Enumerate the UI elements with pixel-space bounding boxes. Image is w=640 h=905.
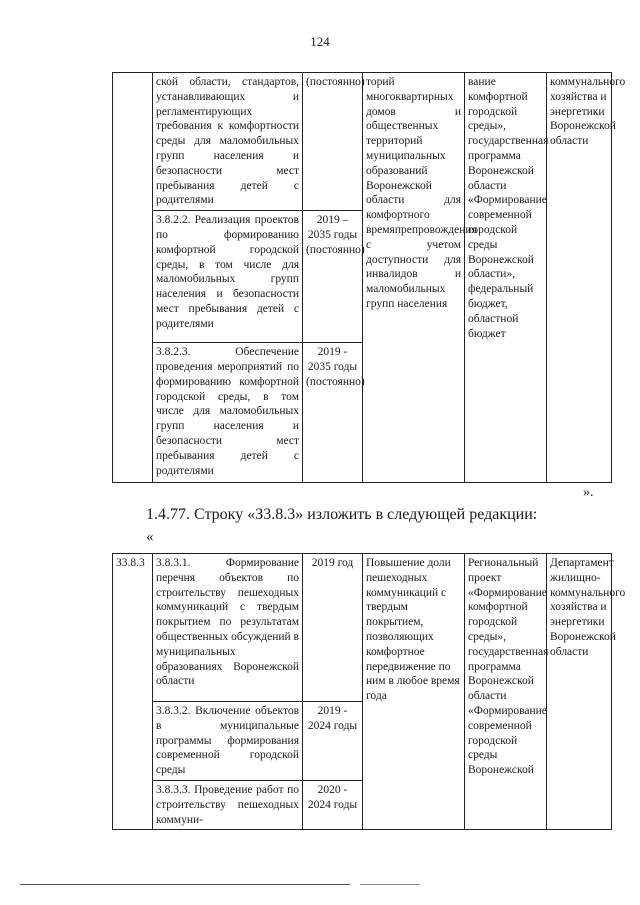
period-cell: 2019 - 2035 годы (постоянно) — [303, 343, 363, 483]
table-row — [113, 73, 612, 211]
closing-quote: ». — [583, 485, 594, 500]
programs-cell: вание комфортной городской среды», государственная программа Воронежской области «Формирование современной городской среды Воронежской области», федеральный бюджет, областной бюджет — [465, 73, 547, 483]
task-cell: 3.8.3.3. Проведение работ по строительству пешеходных коммуни- — [153, 780, 303, 829]
continued-table — [112, 72, 626, 483]
code-cell — [113, 73, 153, 483]
footer-divider-short — [360, 884, 420, 885]
page-number: 124 — [310, 34, 330, 49]
period-cell: 2019 год — [303, 554, 363, 702]
result-cell: торий многоквартирных домов и общественных территорий муниципальных образований Воронежской области для комфортного времяпрепровождения с учетом доступности для инвалидов и маломобильных групп населения — [363, 73, 465, 483]
executor-cell: Департамент жилищно-коммунального хозяйства и энергетики Воронежской области — [547, 554, 612, 830]
task-cell: 3.8.2.3. Обеспечение проведения мероприятий по формированию комфортной городской среды, в том числе для маломобильных групп населения и безопасности мест пребывания детей с родителями — [153, 343, 303, 483]
executor-cell: коммунального хозяйства и энергетики Воронежской области — [547, 73, 612, 483]
period-cell: 2019 – 2035 годы (постоянно) — [303, 211, 363, 343]
period-cell: 2019 - 2024 годы — [303, 702, 363, 781]
period-cell: 2020 - 2024 годы — [303, 780, 363, 829]
task-cell: ской области, стандартов, устанавливающих и регламентирующих требования к комфортности среды для маломобильных групп населения и безопасности мест пребывания детей с родителями — [153, 73, 303, 211]
task-cell: 3.8.3.1. Формирование перечня объектов по строительству пешеходных коммуникаций с твердым покрытием по результатам общественных обсуждений в муниципальных образованиях Воронежской области — [153, 554, 303, 702]
task-cell: 3.8.3.2. Включение объектов в муниципальные программы формирования современной городской среды — [153, 702, 303, 781]
amendment-instruction: 1.4.77. Строку «З3.8.3» изложить в следующей редакции: — [146, 506, 538, 523]
code-cell: З3.8.3 — [113, 554, 153, 830]
result-cell: Повышение доли пешеходных коммуникаций с твердым покрытием, позволяющих комфортное передвижение по ним в любое время года — [363, 554, 465, 830]
task-cell: 3.8.2.2. Реализация проектов по формированию комфортной городской среды, в том числе для маломобильных групп населения и безопасности мест пребывания детей с родителями — [153, 211, 303, 343]
footer-divider — [20, 884, 350, 885]
amended-row-table — [112, 553, 626, 830]
opening-quote: « — [146, 529, 154, 545]
programs-cell: Региональный проект «Формирование комфортной городской среды», государственная программа Воронежской области «Формирование современной городской среды Воронежской — [465, 554, 547, 830]
period-cell: (постоянно) — [303, 73, 363, 211]
table-row — [113, 554, 612, 702]
